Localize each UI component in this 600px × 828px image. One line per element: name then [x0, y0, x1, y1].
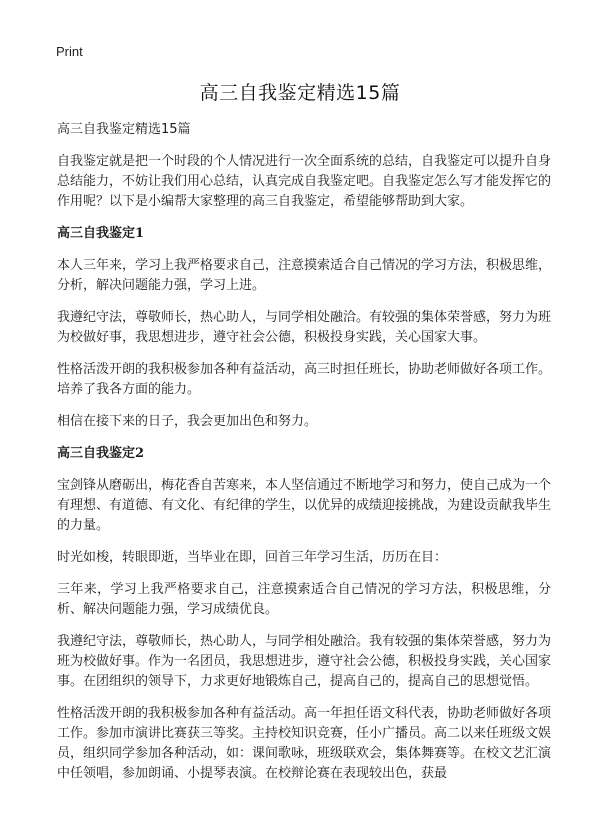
document-subtitle: 高三自我鉴定精选15篇: [57, 122, 191, 137]
section-paragraph: 相信在接下来的日子，我会更加出色和努力。: [57, 414, 318, 429]
section-heading: 高三自我鉴定2: [57, 446, 145, 461]
section-1: [57, 224, 551, 432]
section-paragraph: 性格活泼开朗的我积极参加各种有益活动，高三时担任班长，协助老师做好各项工作。培养了我各方面的能力。: [57, 362, 552, 397]
document-body: [57, 120, 551, 796]
intro-paragraph: 自我鉴定就是把一个时段的个人情况进行一次全面系统的总结，自我鉴定可以提升自身总结能力，不妨让我们用心总结，认真完成自我鉴定吧。自我鉴定怎么写才能发挥它的作用呢？以下是小编帮大家整理的高三自我鉴定，希望能够帮助到大家。: [57, 154, 552, 209]
section-paragraph: 我遵纪守法，尊敬师长，热心助人，与同学相处融洽。有较强的集体荣誉感，努力为班为校做好事，我思想进步，遵守社会公德，积极投身实践，关心国家大事。: [57, 310, 552, 345]
document-title: 高三自我鉴定精选15篇: [199, 82, 401, 104]
section-paragraph: 性格活泼开朗的我积极参加各种有益活动。高一年担任语文科代表，协助老师做好各项工作。参加市演讲比赛获三等奖。主持校知识竞赛，任小广播员。高二以来任班级文娱员，组织同学参加各种活动，如：课间歌咏，班级联欢会，集体舞赛等。在校文艺汇演中任领唱，参加朗诵、小提琴表演。在校辩论赛在表现较出色，获最: [57, 706, 552, 781]
section-paragraph: 宝剑锋从磨砺出，梅花香自苦寒来，本人坚信通过不断地学习和努力，使自己成为一个有理想、有道德、有文化、有纪律的学生，以优异的成绩迎接挑战，为建设贡献我毕生的力量。: [57, 478, 552, 533]
section-paragraph: 本人三年来，学习上我严格要求自己，注意摸索适合自己情况的学习方法，积极思维，分析，解决问题能力强，学习上进。: [57, 258, 552, 293]
section-heading: 高三自我鉴定1: [57, 226, 145, 241]
section-paragraph: 我遵纪守法，尊敬师长，热心助人，与同学相处融洽。我有较强的集体荣誉感，努力为班为校做好事。作为一名团员，我思想进步，遵守社会公德，积极投身实践，关心国家事。在团组织的领导下，力求更好地锻炼自己，提高自己的，提高自己的思想觉悟。: [57, 634, 552, 689]
section-paragraph: 三年来，学习上我严格要求自己，注意摸索适合自己情况的学习方法，积极思维，分析、解决问题能力强，学习成绩优良。: [57, 582, 551, 617]
section-2: [57, 444, 551, 784]
section-paragraph: 时光如梭，转眼即逝，当毕业在即，回首三年学习生活，历历在目：: [57, 550, 448, 565]
print-label: Print: [56, 44, 83, 59]
